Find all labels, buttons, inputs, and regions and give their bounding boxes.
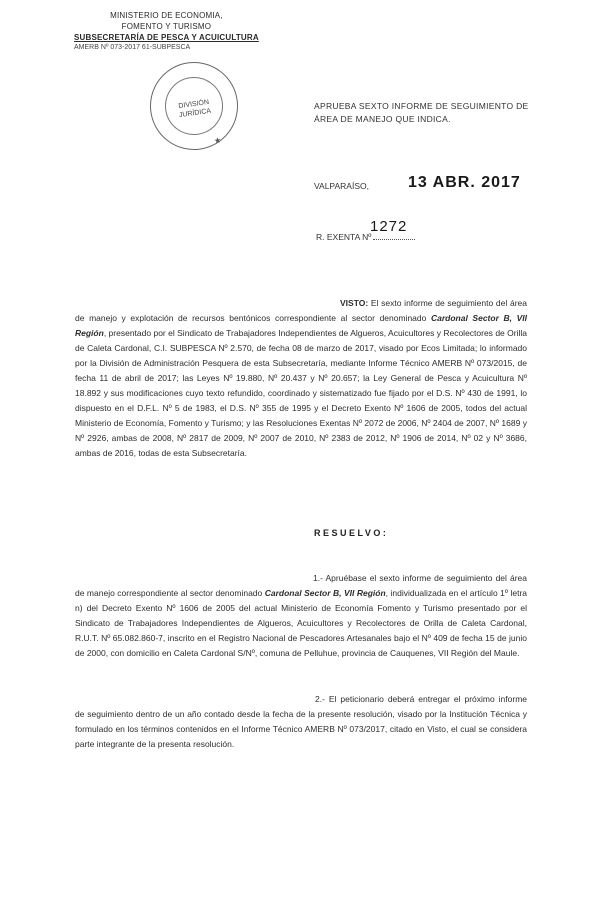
division-stamp: [144, 56, 243, 155]
number-line: [373, 239, 415, 240]
rexenta-label: R. EXENTA Nº: [316, 232, 372, 242]
subsecretariat-name: SUBSECRETARÍA DE PESCA Y ACUICULTURA: [74, 33, 259, 42]
article-1-sector: Cardonal Sector B, VII Región: [264, 588, 386, 598]
article-1-text-2: , individualizada en el artículo 1º letra n) del Decreto Exento Nº 1606 de 2005 del actual Ministerio de Economía Fomento y Turismo presentado por el Sindicato de Trabajadores Independientes de Algueros, Acuicultores y Recolectores de Orilla de Caleta Cardonal, R.U.T. Nº 65.082.860-7, inscrito en el Registro Nacional de Pescadores Artesanales bajo el Nº 409 de fecha 15 de junio de 2000, con domicilio en Caleta Cardonal S/Nº, comuna de Pelluhue, provincia de Cauquenes, VII Región del Maule.: [75, 588, 528, 658]
visto-text-2: , presentado por el Sindicato de Trabajadores Independientes de Algueros, Acuicultores y Recolectores de Orilla de Caleta Cardonal, C.I. SUBPESCA Nº 2.570, de fecha 08 de marzo de 2017, visado por Ecos Limitada; lo informado por la División de Administración Pesquera de esta Subsecretaría, mediante Informe Técnico AMERB Nº 073/2015, de fecha 11 de abril de 2017; las Leyes Nº 19.880, Nº 20.437 y Nº 20.657; la Ley General de Pesca y Acuicultura Nº 18.892 y sus modificaciones cuyo texto refundido, coordinado y sistematizado fue fijado por el D.S. Nº 430 de 1991, lo dispuesto en el D.F.L. Nº 5 de 1983, el D.S. Nº 355 de 1995 y el Decreto Exento Nº 1606 de 2005, todos del actual Ministerio de Economía, Fomento y Turismo; y las Resoluciones Exentas Nº 2072 de 2006, Nº 2404 de 2007, Nº 1689 y Nº 2926, ambas de 2008, Nº 2817 de 2009, Nº 2007 de 2010, Nº 2383 de 2012, Nº 1906 de 2014, Nº 02 y Nº 3686, ambas de 2016, todas de esta Subsecretaría.: [75, 328, 527, 458]
article-1-paragraph: [75, 571, 527, 661]
article-2-paragraph: 2.- El peticionario deberá entregar el próximo informe de seguimiento dentro de un año contado desde la fecha de la presente resolución, visado por la Institución Técnica y formulado en los términos contenidos en el Informe Técnico AMERB Nº 073/2017, citado en Visto, el cual se considera parte integrante de la presenta resolución.: [75, 694, 527, 749]
resuelvo-heading: RESUELVO:: [314, 528, 389, 538]
star-icon: ★: [213, 135, 222, 146]
ministry-subtitle: FOMENTO Y TURISMO: [121, 22, 212, 31]
visto-label: VISTO:: [340, 298, 369, 308]
article-1-text-1: 1.- Apruébase el sexto informe de seguimiento del área de manejo correspondiente al sector denominado: [75, 573, 527, 598]
reference-code: AMERB Nº 073-2017 61-SUBPESCA: [74, 44, 191, 51]
city-label: VALPARAÍSO,: [314, 181, 369, 191]
stamp-line-1: DIVISIÓN: [178, 98, 210, 111]
visto-text-1: El sexto informe de seguimiento del área de manejo y explotación de recursos bentónicos correspondiente al sector denominado: [75, 298, 527, 323]
stamp-text: [165, 96, 223, 122]
ministry-name: MINISTERIO DE ECONOMIA,: [110, 11, 223, 20]
visto-sector: Cardonal Sector B, VII Región: [75, 313, 527, 338]
visto-paragraph: [75, 296, 527, 461]
letterhead: [74, 10, 259, 43]
stamp-line-2: JURÍDICA: [178, 107, 212, 120]
resolution-subject: APRUEBA SEXTO INFORME DE SEGUIMIENTO DE ÁREA DE MANEJO QUE INDICA.: [314, 101, 529, 124]
resolution-number: 1272: [370, 218, 408, 235]
resolution-date: 13 ABR. 2017: [408, 174, 521, 191]
stamp-inner-ring: [161, 73, 227, 139]
